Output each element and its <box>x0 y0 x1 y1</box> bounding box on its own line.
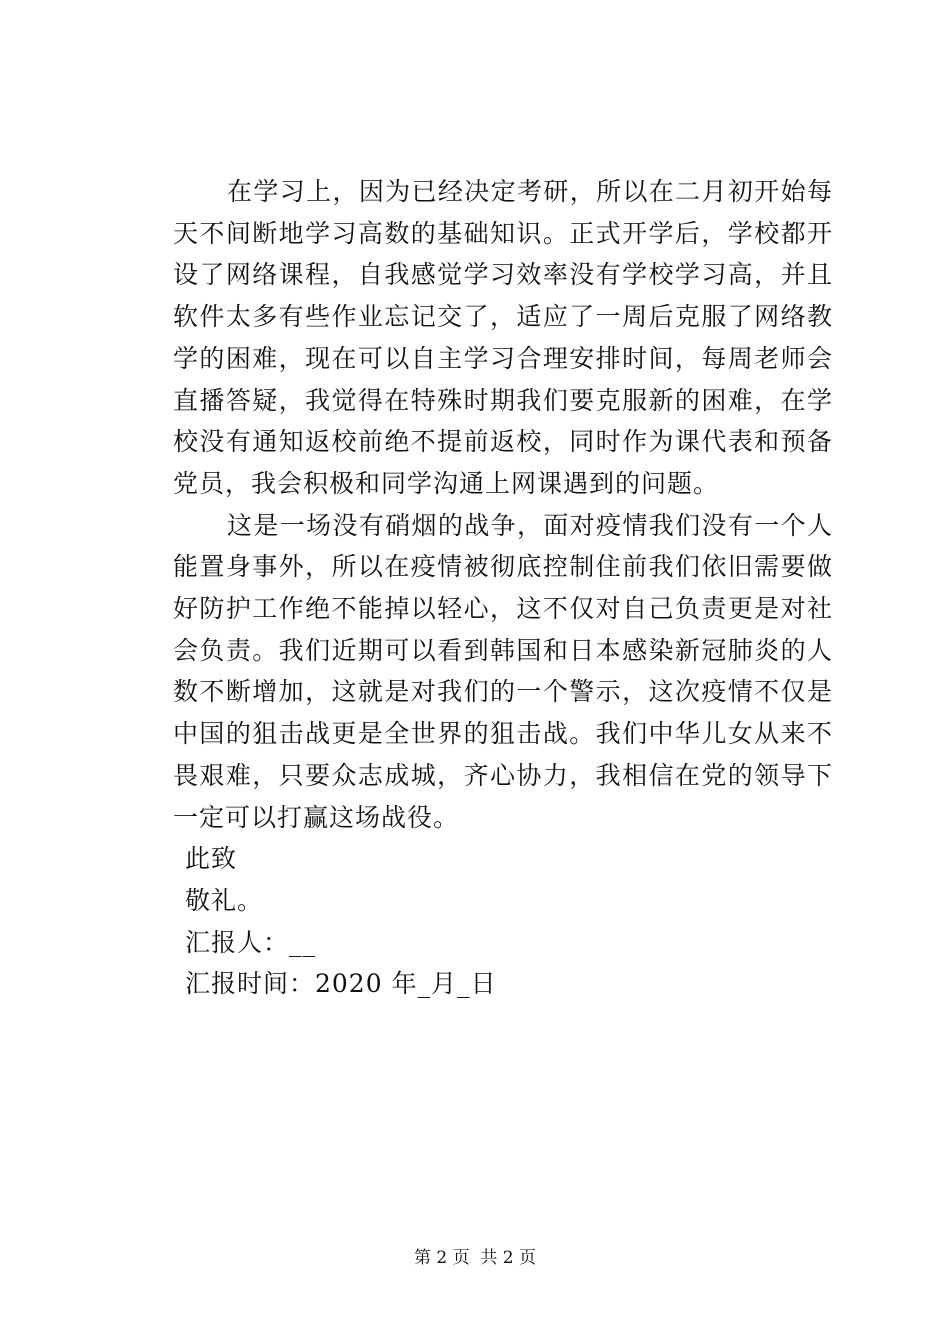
paragraph-study: 在学习上，因为已经决定考研，所以在二月初开始每天不间断地学习高数的基础知识。正式开学后，学校都开设了网络课程，自我感觉学习效率没有学校学习高，并且软件太多有些作业忘记交了，适应了一周后克服了网络教学的困难，现在可以自主学习合理安排时间，每周老师会直播答疑，我觉得在特殊时期我们要克服新的困难，在学校没有通知返校前绝不提前返校，同时作为课代表和预备党员，我会积极和同学沟通上网课遇到的问题。 <box>173 177 833 498</box>
document-body <box>173 171 833 1005</box>
closing-regards: 敬礼。 <box>185 885 264 915</box>
page-footer: 第 2 页 共 2 页 <box>413 1248 537 1268</box>
reporter-line: 汇报人：__ <box>185 927 317 957</box>
paragraph-epidemic: 这是一场没有硝烟的战争，面对疫情我们没有一个人能置身事外，所以在疫情被彻底控制住前我们依旧需要做好防护工作绝不能掉以轻心，这不仅对自己负责更是对社会负责。我们近期可以看到韩国和日本感染新冠肺炎的人数不断增加，这就是对我们的一个警示，这次疫情不仅是中国的狙击战更是全世界的狙击战。我们中华儿女从来不畏艰难，只要众志成城，齐心协力，我相信在党的领导下一定可以打赢这场战役。 <box>173 510 833 832</box>
report-time-line: 汇报时间：2020 年_月_日 <box>185 969 497 999</box>
closing-salutation: 此致 <box>185 844 238 874</box>
